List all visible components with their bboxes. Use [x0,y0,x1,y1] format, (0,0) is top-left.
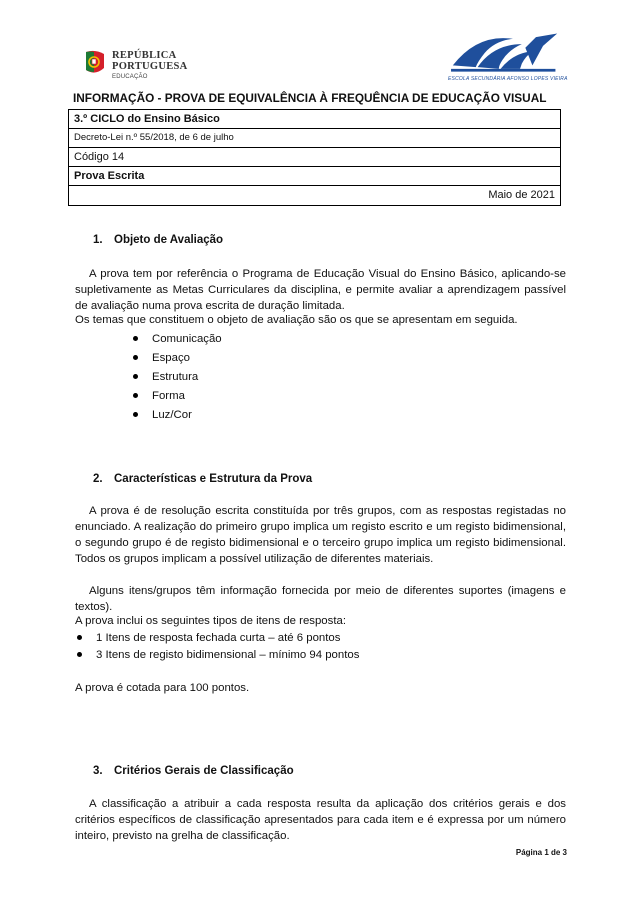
theme-label: Espaço [152,352,190,364]
list-item [133,350,222,369]
section-2-paragraph-1: A prova é de resolução escrita constituída por três grupos, com as respostas registadas no enunciado. A realização do primeiro grupo implica um registo escrito e um registo bidimensional, o segundo grupo é de registo bidimensional e o terceiro grupo implica um registo bidimensional. Todos os grupos implicam a possível utilização de diferentes materiais. [75,505,566,565]
section-1-paragraph-1: A prova tem por referência o Programa de Educação Visual do Ensino Básico, aplicando-se supletivamente as Metas Curriculares da disciplina, e permite avaliar a aprendizagem passível de avaliação numa prova escrita de duração limitada. [75,268,566,312]
document-title: INFORMAÇÃO - PROVA DE EQUIVALÊNCIA À FREQUÊNCIA DE EDUCAÇÃO VISUAL [73,91,547,105]
section-2-heading [93,473,312,485]
bullet-icon [133,355,138,360]
section-1-number: 1. [93,234,103,246]
cycle-row: 3.º CICLO do Ensino Básico [69,110,560,129]
section-2-total: A prova é cotada para 100 pontos. [75,682,250,694]
theme-label: Estrutura [152,371,199,383]
list-item [77,630,359,647]
bullet-icon [133,393,138,398]
section-1-paragraph-2: Os temas que constituem o objeto de avaliação são os que se apresentam em seguida. [75,314,518,326]
item-type-label: 3 Itens de registo bidimensional – mínimo 94 pontos [96,649,360,661]
section-3-heading [93,765,294,777]
section-2-title: Características e Estrutura da Prova [114,473,313,485]
school-logo-caption: ESCOLA SECUNDÁRIA AFONSO LOPES VIEIRA [448,76,568,82]
gov-logo-line-1: REPÚBLICA [112,50,177,61]
section-3-paragraph-1: A classificação a atribuir a cada resposta resulta da aplicação dos critérios gerais e dos critérios específicos de classificação apresentados para cada item e é expressa por um número inteiro, previsto na grelha de classificação. [75,798,566,842]
section-3-title: Critérios Gerais de Classificação [114,765,294,777]
republica-portuguesa-logo [84,48,204,84]
list-item [133,388,222,407]
decree-row: Decreto-Lei n.º 55/2018, de 6 de julho [69,129,560,148]
bullet-icon [133,336,138,341]
section-2-number: 2. [93,473,103,485]
section-1-title: Objeto de Avaliação [114,234,224,246]
gov-logo-line-3: EDUCAÇÃO [112,74,148,80]
exam-type-row: Prova Escrita [69,167,560,186]
section-2-paragraph-3: A prova inclui os seguintes tipos de itens de resposta: [75,615,347,627]
theme-label: Luz/Cor [152,409,192,421]
info-table [68,109,561,206]
school-wave-logo-icon [444,30,566,76]
gov-logo-line-2: PORTUGUESA [112,61,188,72]
section-3-number: 3. [93,765,103,777]
date-row: Maio de 2021 [488,189,555,201]
bullet-icon [133,374,138,379]
list-item [133,331,222,350]
bullet-icon [77,635,82,640]
item-type-label: 1 Itens de resposta fechada curta – até 6 pontos [96,632,341,644]
school-logo [444,30,566,82]
list-item [133,407,222,426]
page-number: Página 1 de 3 [515,848,567,857]
section-1-heading [93,234,223,246]
themes-list [133,331,222,426]
item-types-list [77,630,359,664]
section-2-paragraph-2: Alguns itens/grupos têm informação fornecida por meio de diferentes suportes (imagens e textos). [75,585,566,613]
theme-label: Forma [152,390,185,402]
theme-label: Comunicação [152,333,222,345]
bullet-icon [77,652,82,657]
code-row: Código 14 [69,148,560,167]
list-item [77,647,359,664]
portuguese-flag-emblem-icon [84,50,106,76]
list-item [133,369,222,388]
bullet-icon [133,412,138,417]
